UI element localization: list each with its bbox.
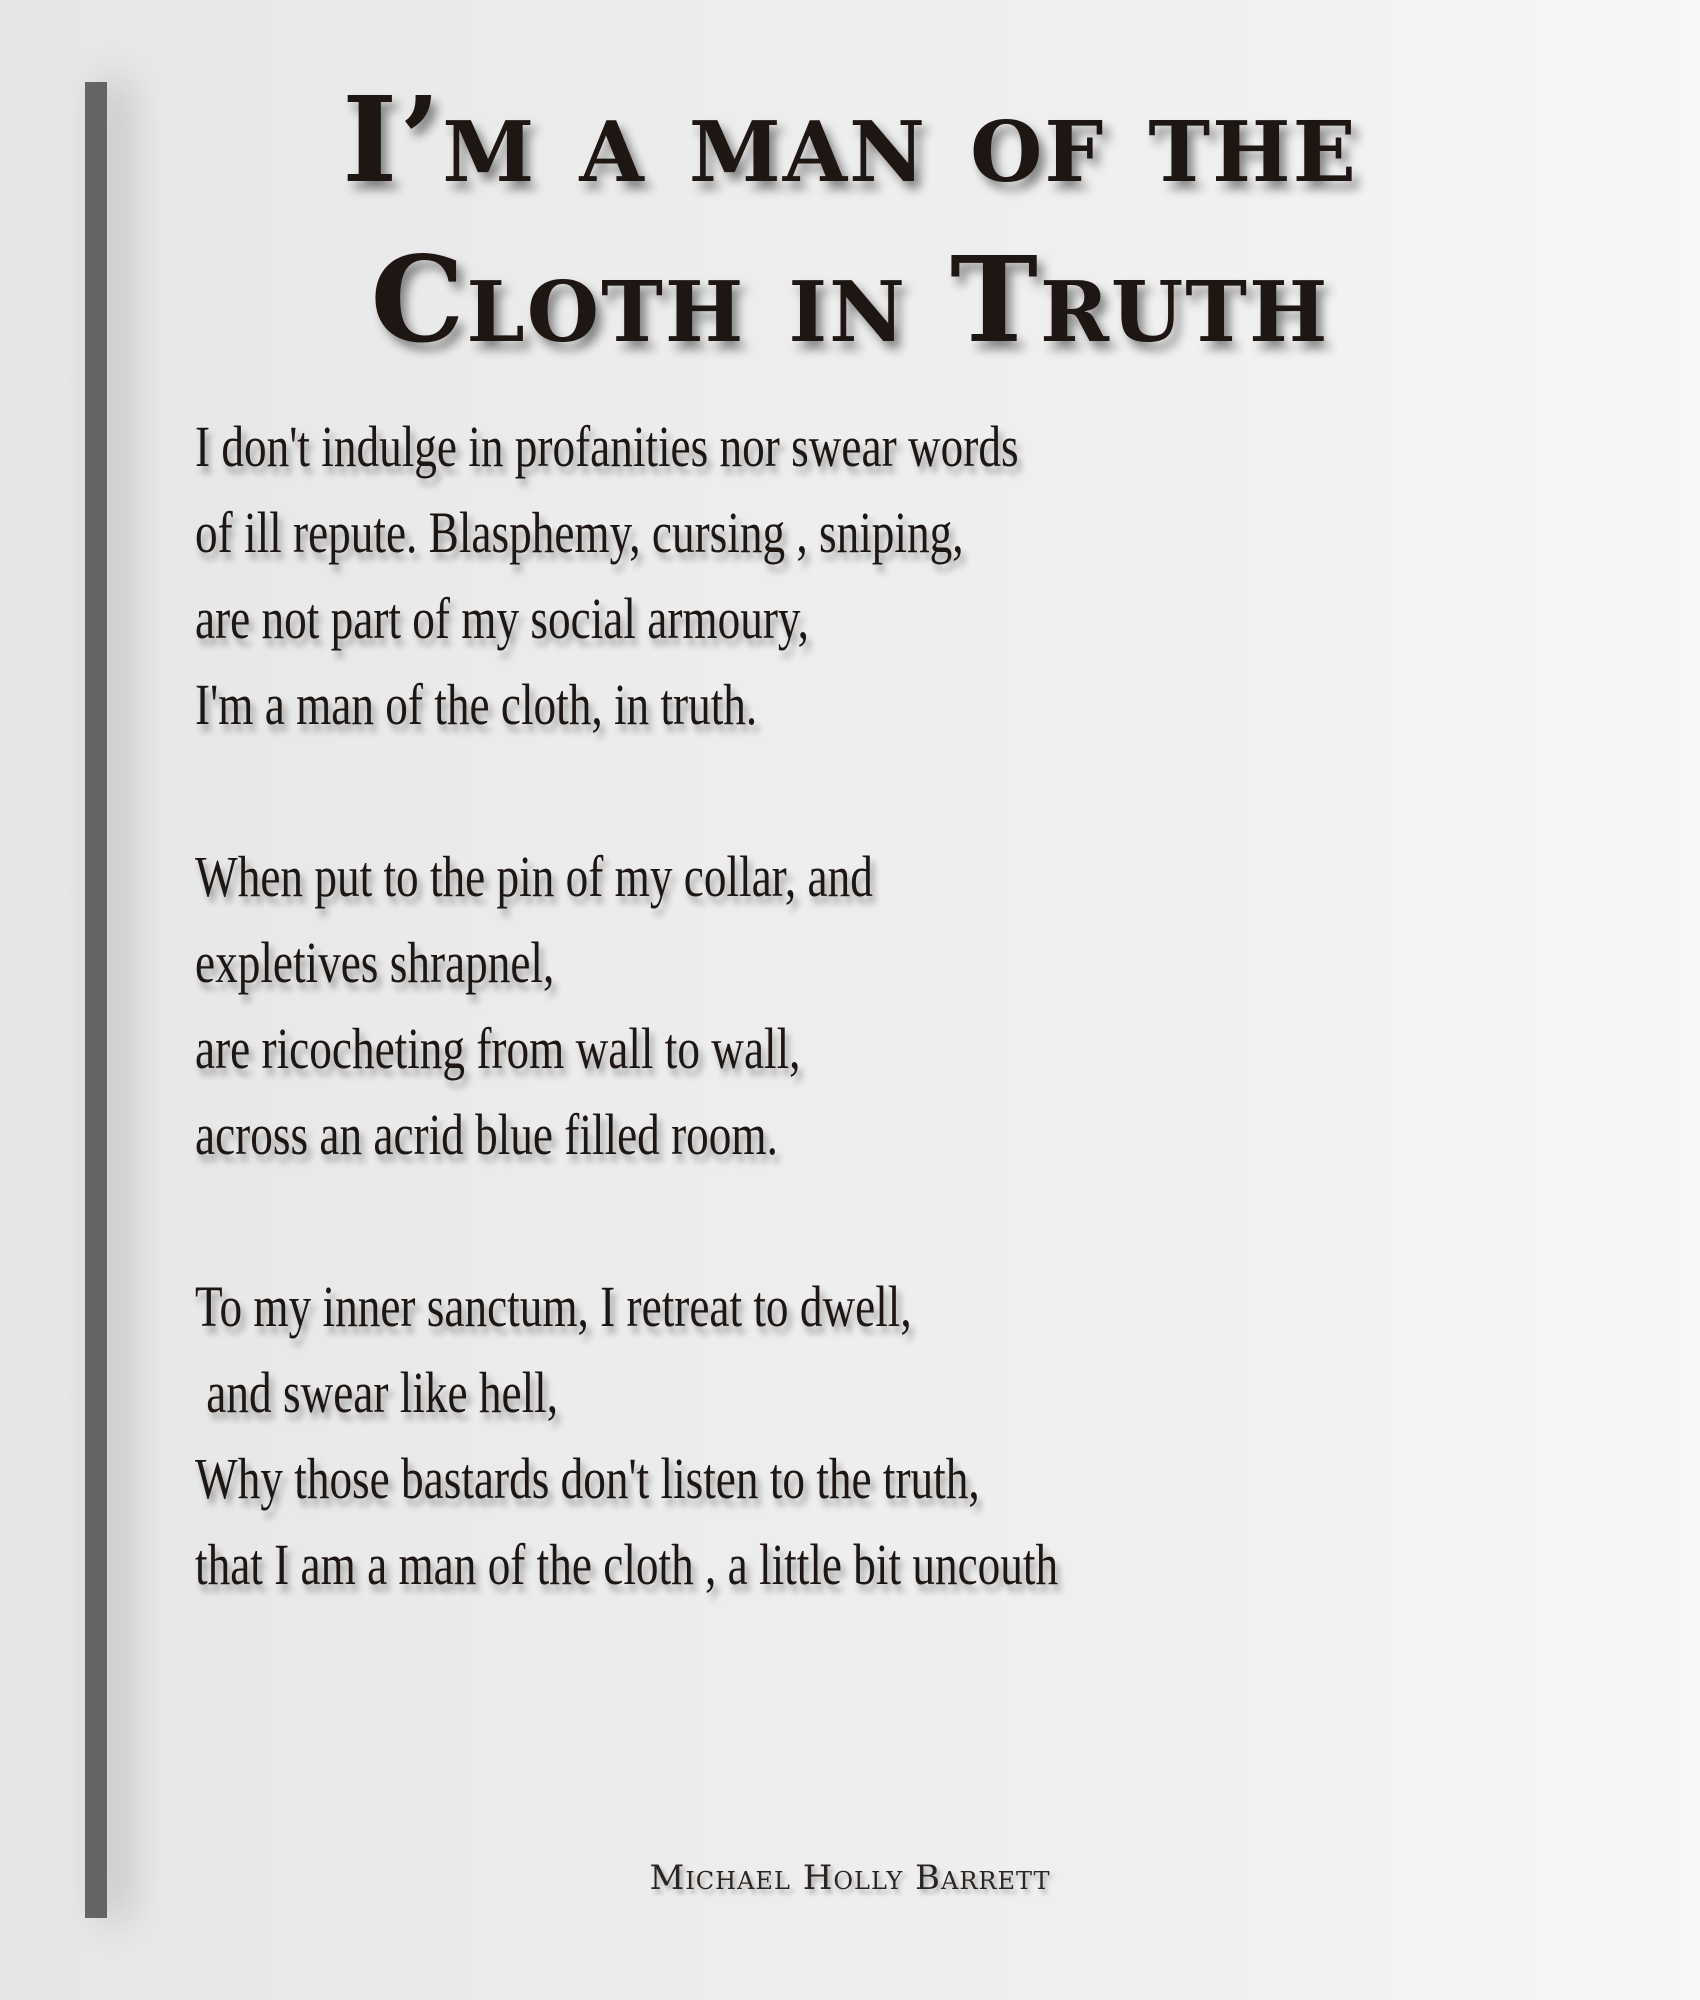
- poem-line: I'm a man of the cloth, in truth.: [195, 672, 758, 737]
- poem-title-line-2: Cloth in Truth: [370, 230, 1330, 369]
- poem-line: of ill repute. Blasphemy, cursing , sniping,: [195, 500, 964, 565]
- poem-line: To my inner sanctum, I retreat to dwell,: [195, 1274, 912, 1339]
- poem-line: are not part of my social armoury,: [195, 586, 809, 651]
- poem-line: Why those bastards don't listen to the truth,: [195, 1446, 980, 1511]
- poem-line: that I am a man of the cloth , a little bit uncouth: [195, 1532, 1059, 1597]
- poem-line: are ricocheting from wall to wall,: [195, 1016, 801, 1081]
- poem-body: [195, 404, 1115, 1608]
- poem-title: [300, 60, 1400, 380]
- poem-line: I don't indulge in profanities nor swear words: [195, 414, 1019, 479]
- poem-line: When put to the pin of my collar, and: [195, 844, 873, 909]
- decorative-side-bar: [85, 82, 107, 1918]
- author-name: Michael Holly Barrett: [649, 1858, 1051, 1898]
- stanza-3: [195, 1264, 1115, 1608]
- poem-line: across an acrid blue filled room.: [195, 1102, 778, 1167]
- stanza-1: [195, 404, 1115, 748]
- poem-title-line-1: I’m a man of the: [342, 70, 1358, 209]
- poem-line: and swear like hell,: [195, 1360, 559, 1425]
- poem-line: expletives shrapnel,: [195, 930, 555, 995]
- stanza-2: [195, 834, 1115, 1178]
